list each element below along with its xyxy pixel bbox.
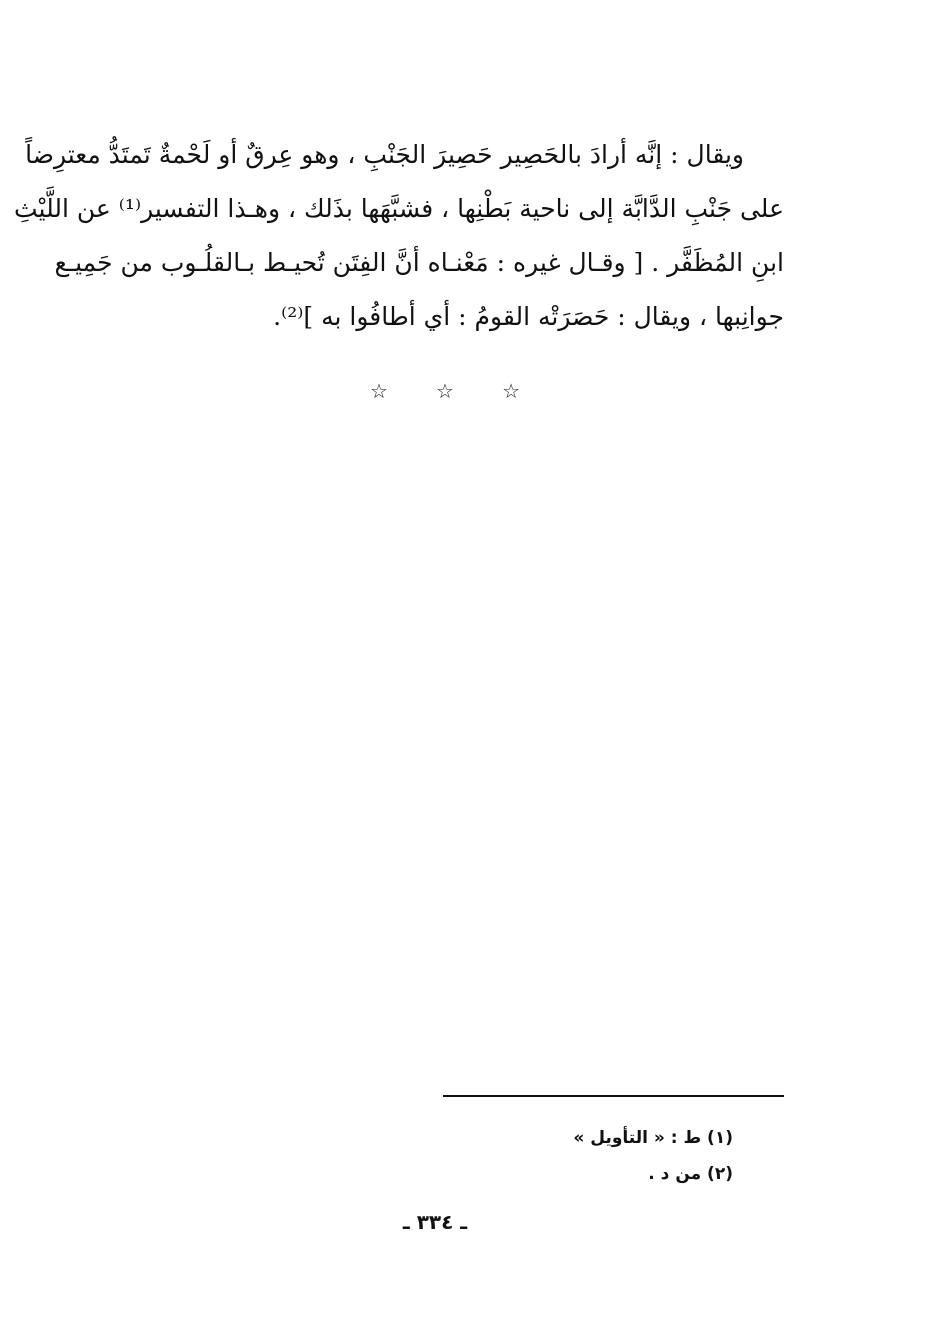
text-line: ابنِ المُظَفَّر . [ وقـال غيره : مَعْنـاه أنَّ الفِتَن تُحيـط بـالقلُـوب من جَمِيـع bbox=[54, 248, 784, 277]
star-icon: ☆ bbox=[436, 379, 454, 403]
footnotes bbox=[443, 1120, 733, 1192]
main-paragraph bbox=[13, 128, 784, 344]
star-icon: ☆ bbox=[370, 379, 388, 403]
star-icon: ☆ bbox=[502, 379, 520, 403]
text-line: ويقال : إنَّه أرادَ بالحَصِير حَصِيرَ الجَنْبِ ، وهو عِرقٌ أو لَحْمةٌ تَمتَدُّ معترِضاً bbox=[25, 140, 744, 169]
section-divider bbox=[370, 376, 520, 406]
footnote-separator bbox=[443, 1095, 784, 1097]
footnote-1: (١) ط : « التأويل » bbox=[573, 1128, 733, 1148]
footnote-2: (٢) من د . bbox=[648, 1164, 733, 1184]
page-number: ـ ٣٣٤ ـ bbox=[402, 1210, 468, 1234]
text-line: على جَنْبِ الدَّابَّة إلى ناحية بَطْنِها ، فشبَّهَها بذَلك ، وهـذا التفسير⁽¹⁾ عن اللَّيْثِ bbox=[13, 194, 784, 223]
text-line: جوانِبها ، ويقال : حَصَرَتْه القومُ : أي أطافُوا به ]⁽²⁾. bbox=[273, 302, 784, 331]
